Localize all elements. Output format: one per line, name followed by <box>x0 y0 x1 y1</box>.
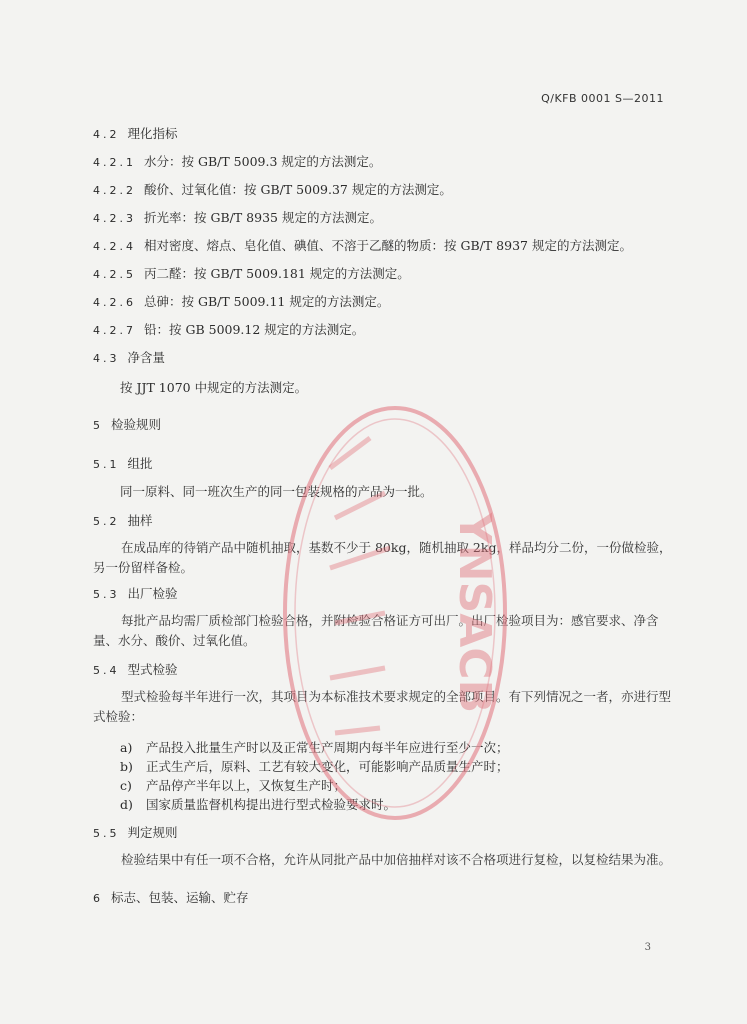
section-number: 5.4 <box>93 664 120 677</box>
section-5-5-heading <box>93 823 178 841</box>
list-item <box>120 795 396 813</box>
clause-text: 水分：按 GB/T 5009.3 规定的方法测定。 <box>144 154 382 169</box>
section-title: 抽样 <box>127 513 153 528</box>
clause-number: 4.2.2 <box>93 184 136 197</box>
clause-number: 4.2.3 <box>93 212 136 225</box>
section-5-1-text: 同一原料、同一班次生产的同一包装规格的产品为一批。 <box>120 484 433 499</box>
section-5-2-heading <box>93 511 153 529</box>
clause-number: 4.2.6 <box>93 296 136 309</box>
clause-text: 丙二醛：按 GB/T 5009.181 规定的方法测定。 <box>144 266 410 281</box>
clause-text: 总砷：按 GB/T 5009.11 规定的方法测定。 <box>144 294 390 309</box>
section-4-2-heading <box>93 124 178 142</box>
clause-number: 4.2.5 <box>93 268 136 281</box>
clause-number: 4.2.4 <box>93 240 136 253</box>
section-number: 6 <box>93 892 103 905</box>
section-5-3-text: 每批产品均需厂质检部门检验合格，并附检验合格证方可出厂。出厂检验项目为：感官要求、净含量、水分、酸价、过氧化值。 <box>93 613 659 648</box>
section-title: 理化指标 <box>127 126 178 141</box>
section-title: 标志、包装、运输、贮存 <box>111 890 249 905</box>
list-item-text: 正式生产后，原料、工艺有较大变化，可能影响产品质量生产时； <box>146 759 509 774</box>
section-title: 净含量 <box>127 350 166 365</box>
clause-4-2-2 <box>93 180 452 198</box>
clause-text: 铅：按 GB 5009.12 规定的方法测定。 <box>144 322 365 337</box>
list-item-text: 产品停产半年以上，又恢复生产时； <box>146 778 347 793</box>
clause-number: 4.2.7 <box>93 324 136 337</box>
seal-text: YNSACB <box>449 512 500 714</box>
list-marker: b) <box>120 759 133 774</box>
section-title: 组批 <box>127 456 153 471</box>
section-number: 5.2 <box>93 515 120 528</box>
clause-4-2-3 <box>93 208 382 226</box>
page-number: 3 <box>644 942 651 953</box>
list-marker: d) <box>120 797 133 812</box>
section-title: 检验规则 <box>111 417 162 432</box>
section-number: 5.3 <box>93 588 120 601</box>
section-number: 4.3 <box>93 352 120 365</box>
section-title: 出厂检验 <box>127 586 178 601</box>
section-4-3-heading <box>93 348 165 366</box>
clause-text: 相对密度、熔点、皂化值、碘值、不溶于乙醚的物质：按 GB/T 8937 规定的方法测定。 <box>144 238 632 253</box>
list-item-text: 产品投入批量生产时以及正常生产周期内每半年应进行至少一次； <box>146 740 509 755</box>
clause-4-2-1 <box>93 152 381 170</box>
standard-code: Q/KFB 0001 S—2011 <box>541 92 664 105</box>
section-5-3-heading <box>93 584 178 602</box>
clause-4-2-7 <box>93 320 364 338</box>
section-5-4-heading <box>93 660 178 678</box>
list-marker: c) <box>120 778 132 793</box>
clause-text: 酸价、过氧化值：按 GB/T 5009.37 规定的方法测定。 <box>144 182 452 197</box>
section-number: 5.5 <box>93 827 120 840</box>
section-number: 5 <box>93 419 103 432</box>
section-5-5-text: 检验结果中有任一项不合格，允许从同批产品中加倍抽样对该不合格项进行复检，以复检结果为准。 <box>121 852 672 867</box>
list-item <box>120 776 346 794</box>
section-title: 判定规则 <box>127 825 178 840</box>
section-4-3-text: 按 JJT 1070 中规定的方法测定。 <box>120 380 308 395</box>
section-number: 5.1 <box>93 458 120 471</box>
list-item <box>120 757 509 775</box>
section-6-heading <box>93 888 249 906</box>
list-item-text: 国家质量监督机构提出进行型式检验要求时。 <box>146 797 397 812</box>
section-5-2-text: 在成品库的待销产品中随机抽取，基数不少于 80kg，随机抽取 2kg，样品均分二份，一份做检验，另一份留样备检。 <box>93 540 672 575</box>
section-5-1-heading <box>93 454 153 472</box>
section-title: 型式检验 <box>127 662 178 677</box>
list-item <box>120 738 509 756</box>
clause-4-2-5 <box>93 264 410 282</box>
clause-4-2-6 <box>93 292 389 310</box>
section-5-4-text: 型式检验每半年进行一次，其项目为本标准技术要求规定的全部项目。有下列情况之一者，亦进行型式检验： <box>93 689 672 724</box>
list-marker: a) <box>120 740 133 755</box>
section-number: 4.2 <box>93 128 120 141</box>
clause-number: 4.2.1 <box>93 156 136 169</box>
section-5-heading <box>93 415 161 433</box>
clause-4-2-4 <box>93 236 632 254</box>
clause-text: 折光率：按 GB/T 8935 规定的方法测定。 <box>144 210 382 225</box>
